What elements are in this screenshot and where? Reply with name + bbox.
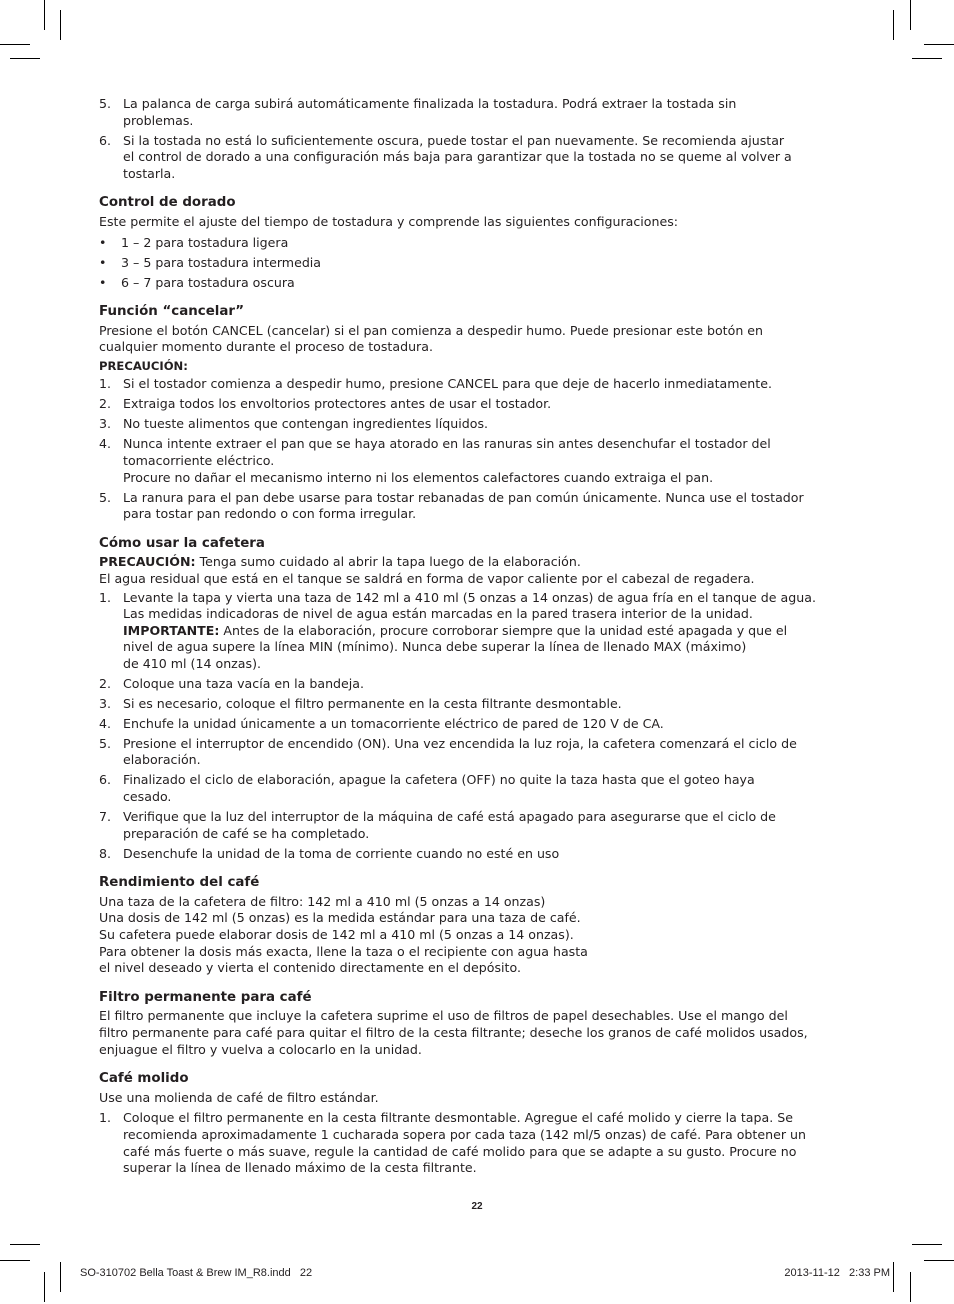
bullet-item bbox=[99, 275, 859, 292]
item-text: recomienda aproximadamente 1 cucharada sopera por cada taza (142 ml/5 onzas) de café. Para obtener un bbox=[123, 1126, 806, 1142]
list-item bbox=[99, 590, 859, 673]
item-number: 8. bbox=[99, 845, 112, 861]
item-number: 2. bbox=[99, 675, 112, 691]
cafetera-list bbox=[99, 590, 859, 863]
paragraph: Presione el botón CANCEL (cancelar) si el pan comienza a despedir humo. Puede presionar este botón en bbox=[99, 322, 764, 338]
crop-mark bbox=[10, 1244, 40, 1245]
item-text: Antes de la elaboración, procure corroborar siempre que la unidad esté apagada y que el bbox=[219, 622, 788, 638]
list-item bbox=[99, 809, 859, 842]
list-item bbox=[99, 716, 859, 733]
crop-mark bbox=[910, 1272, 911, 1302]
item-text: Verifique que la luz del interruptor de la máquina de café está apagado para asegurarse que el ciclo de bbox=[123, 809, 776, 825]
section-heading-cafetera: Cómo usar la cafetera bbox=[99, 535, 265, 551]
item-text: Enchufe la unidad únicamente a un tomacorriente eléctrico de pared de 120 V de CA. bbox=[123, 715, 664, 731]
item-text: La ranura para el pan debe usarse para tostar rebanadas de pan común únicamente. Nunca use el tostador bbox=[123, 489, 804, 505]
bullet-text: 3 – 5 para tostadura intermedia bbox=[121, 254, 322, 270]
item-number: 5. bbox=[99, 735, 112, 751]
paragraph: cualquier momento durante el proceso de tostadura. bbox=[99, 339, 433, 355]
crop-mark bbox=[44, 0, 45, 30]
important-label: IMPORTANTE: bbox=[123, 622, 220, 638]
item-text: tomacorriente eléctrico. bbox=[123, 453, 275, 469]
list-item bbox=[99, 396, 859, 413]
document-body bbox=[99, 96, 859, 1180]
item-text: Las medidas indicadoras de nivel de agua están marcadas en la pared trasera interior de la unidad. bbox=[123, 606, 753, 622]
crop-mark bbox=[44, 1272, 45, 1302]
list-item bbox=[99, 696, 859, 713]
item-number: 4. bbox=[99, 715, 112, 731]
footer-timestamp: 2013-11-12 2:33 PM bbox=[784, 1267, 890, 1279]
item-text: Presione el interruptor de encendido (ON). Una vez encendida la luz roja, la cafetera comenzará el ciclo de bbox=[123, 735, 797, 751]
crop-mark bbox=[60, 10, 61, 40]
list-item bbox=[99, 416, 859, 433]
item-text: Extraiga todos los envoltorios protectores antes de usar el tostador. bbox=[123, 396, 552, 412]
list-item bbox=[99, 846, 859, 863]
item-text: Si la tostada no está lo suficientemente oscura, puede tostar el pan nuevamente. Se recomienda ajustar bbox=[123, 132, 785, 148]
item-text: No tueste alimentos que contengan ingredientes líquidos. bbox=[123, 416, 489, 432]
crop-mark bbox=[912, 58, 942, 59]
crop-mark bbox=[912, 1244, 942, 1245]
paragraph bbox=[99, 1008, 859, 1058]
item-text: problemas. bbox=[123, 112, 194, 128]
bullet-text: 6 – 7 para tostadura oscura bbox=[121, 274, 295, 290]
item-text: Desenchufe la unidad de la toma de corriente cuando no esté en uso bbox=[123, 845, 560, 861]
list-item bbox=[99, 376, 859, 393]
crop-mark bbox=[893, 1262, 894, 1292]
crop-mark bbox=[910, 0, 911, 30]
section-heading-cancelar: Función “cancelar” bbox=[99, 304, 245, 320]
item-text: Coloque una taza vacía en la bandeja. bbox=[123, 675, 365, 691]
item-text: superar la línea de llenado máximo de la cesta filtrante. bbox=[123, 1160, 477, 1176]
text-line: Para obtener la dosis más exacta, llene la taza o el recipiente con agua hasta bbox=[99, 943, 588, 959]
text-line: enjuague el filtro y vuelva a colocarlo en la unidad. bbox=[99, 1041, 422, 1057]
list-item bbox=[99, 736, 859, 769]
item-text: de 410 ml (14 onzas). bbox=[123, 655, 261, 671]
item-text: elaboración. bbox=[123, 752, 201, 768]
list-item bbox=[99, 436, 859, 486]
text-line: Su cafetera puede elaborar dosis de 142 ml a 410 ml (5 onzas a 14 onzas). bbox=[99, 927, 574, 942]
bullet-text: 1 – 2 para tostadura ligera bbox=[121, 234, 289, 250]
item-text: el control de dorado a una configuración más baja para garantizar que la tostada no se queme al volver a bbox=[123, 149, 792, 165]
item-text: Coloque el filtro permanente en la cesta filtrante desmontable. Agregue el café molido y cierre la tapa. Se bbox=[123, 1110, 793, 1126]
crop-mark bbox=[924, 1260, 954, 1261]
item-text: Si el tostador comienza a despedir humo, presione CANCEL para que deje de hacerlo inmediatamente. bbox=[123, 376, 772, 392]
footer-file-name: SO-310702 Bella Toast & Brew IM_R8.indd 22 bbox=[80, 1267, 313, 1279]
paragraph: El agua residual que está en el tanque se saldrá en forma de vapor caliente por el cabezal de regadera. bbox=[99, 570, 755, 586]
item-text: tostarla. bbox=[123, 165, 176, 181]
molido-list bbox=[99, 1110, 859, 1176]
paragraph bbox=[99, 894, 859, 977]
item-text: cesado. bbox=[123, 789, 172, 805]
text-line: el nivel deseado y vierta el contenido directamente en el depósito. bbox=[99, 960, 521, 976]
item-text: café más fuerte o más suave, regule la cantidad de café molido para que se adapte a su gusto. Procure no bbox=[123, 1143, 797, 1159]
item-text bbox=[123, 623, 859, 640]
item-number: 1. bbox=[99, 589, 112, 605]
item-number: 5. bbox=[99, 489, 112, 505]
caution-label: PRECAUCIÓN: bbox=[99, 554, 196, 570]
list-item bbox=[99, 133, 859, 183]
bullet-mark: • bbox=[99, 234, 107, 250]
item-number: 5. bbox=[99, 96, 112, 111]
bullet-mark: • bbox=[99, 254, 107, 270]
crop-mark bbox=[924, 44, 954, 45]
item-text: para tostar pan redondo o con forma irregular. bbox=[123, 506, 417, 522]
caution-list bbox=[99, 376, 859, 522]
item-text: preparación de café se ha completado. bbox=[123, 825, 370, 841]
item-number: 6. bbox=[99, 132, 112, 148]
text-line: filtro permanente para café para quitar el filtro de la cesta filtrante; deseche los granos de café molidos usados, bbox=[99, 1024, 808, 1040]
paragraph bbox=[99, 554, 859, 571]
crop-mark bbox=[10, 58, 40, 59]
list-item bbox=[99, 490, 859, 523]
section-heading-filtro: Filtro permanente para café bbox=[99, 989, 312, 1005]
text-line: Una dosis de 142 ml (5 onzas) es la medida estándar para una taza de café. bbox=[99, 910, 581, 926]
list-item bbox=[99, 96, 859, 129]
page-number: 22 bbox=[471, 1201, 483, 1212]
crop-mark bbox=[0, 44, 30, 45]
item-number: 7. bbox=[99, 809, 112, 825]
crop-mark bbox=[0, 1260, 30, 1261]
item-number: 2. bbox=[99, 396, 112, 412]
intro-list bbox=[99, 96, 859, 182]
list-item bbox=[99, 1110, 859, 1176]
item-text: nivel de agua supere la línea MIN (mínimo). Nunca debe superar la línea de llenado MAX (máximo) bbox=[123, 639, 747, 655]
crop-mark bbox=[893, 10, 894, 40]
list-item bbox=[99, 676, 859, 693]
bullet-mark: • bbox=[99, 274, 107, 290]
item-text: La palanca de carga subirá automáticamente finalizada la tostadura. Podrá extraer la tostada sin bbox=[123, 96, 737, 111]
bullet-list bbox=[99, 235, 859, 292]
list-item bbox=[99, 772, 859, 805]
item-text: Finalizado el ciclo de elaboración, apague la cafetera (OFF) no quite la taza hasta que el goteo haya bbox=[123, 772, 755, 788]
paragraph: Use una molienda de café de filtro estándar. bbox=[99, 1089, 379, 1105]
item-number: 3. bbox=[99, 416, 112, 432]
item-number: 6. bbox=[99, 772, 112, 788]
text-line: El filtro permanente que incluye la cafetera suprime el uso de filtros de papel desechables. Use el mango del bbox=[99, 1008, 788, 1024]
caution-label: PRECAUCIÓN: bbox=[99, 358, 188, 373]
item-text: Levante la tapa y vierta una taza de 142 ml a 410 ml (5 onzas a 14 onzas) de agua fría en el tanque de agua. bbox=[123, 589, 816, 605]
section-heading-rendimiento: Rendimiento del café bbox=[99, 875, 260, 891]
item-text: Si es necesario, coloque el filtro permanente en la cesta filtrante desmontable. bbox=[123, 695, 622, 711]
item-number: 1. bbox=[99, 376, 112, 392]
item-text: Nunca intente extraer el pan que se haya atorado en las ranuras sin antes desenchufar el tostador del bbox=[123, 436, 771, 452]
caution-text: Tenga sumo cuidado al abrir la tapa luego de la elaboración. bbox=[195, 554, 581, 570]
section-heading-dorado: Control de dorado bbox=[99, 195, 236, 211]
section-heading-molido: Café molido bbox=[99, 1071, 189, 1087]
item-number: 4. bbox=[99, 436, 112, 452]
item-number: 3. bbox=[99, 695, 112, 711]
item-number: 1. bbox=[99, 1110, 112, 1126]
text-line: Una taza de la cafetera de filtro: 142 ml a 410 ml (5 onzas a 14 onzas) bbox=[99, 893, 546, 909]
paragraph: Este permite el ajuste del tiempo de tostadura y comprende las siguientes configuraciones: bbox=[99, 213, 679, 229]
crop-mark bbox=[60, 1262, 61, 1292]
bullet-item bbox=[99, 235, 859, 252]
bullet-item bbox=[99, 255, 859, 272]
item-text: Procure no dañar el mecanismo interno ni los elementos calefactores cuando extraiga el pan. bbox=[123, 469, 714, 485]
